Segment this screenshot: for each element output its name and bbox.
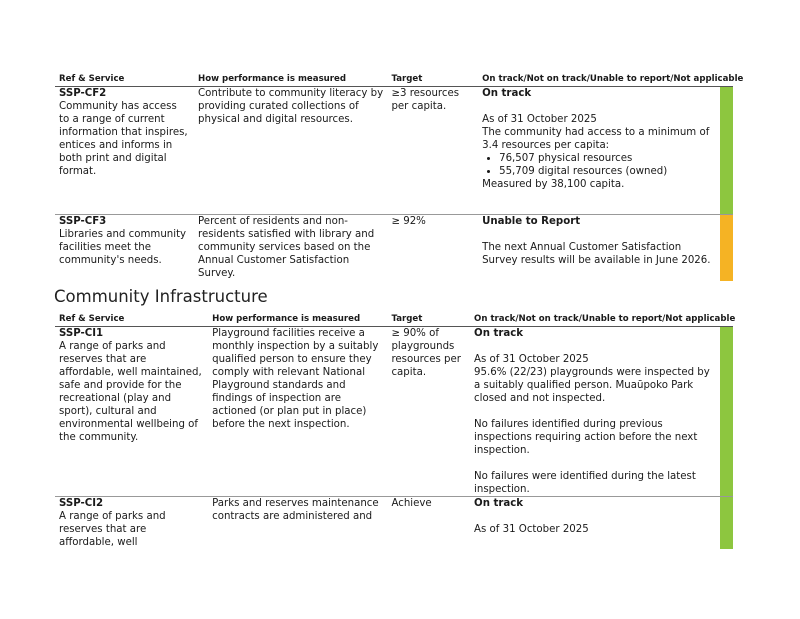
header-measure: How performance is measured: [208, 313, 387, 327]
status-cell: [470, 327, 720, 497]
section-title: Community Infrastructure: [54, 287, 268, 306]
header-ref: Ref & Service: [55, 313, 208, 327]
status-cell: [478, 87, 720, 215]
detail-text: The community had access to a minimum of 3.4 resources per capita:: [482, 127, 710, 151]
target-cell: ≥3 resources per capita.: [391, 88, 460, 112]
performance-table-community-facilities: [55, 73, 744, 281]
table-row: [55, 497, 733, 550]
table-header-row: [55, 313, 733, 327]
header-target: Target: [387, 313, 470, 327]
measure-cell: Percent of residents and non-residents satisfied with library and community services based on the Annual Customer Satisfaction Survey.: [194, 215, 387, 281]
table-header-row: [55, 73, 733, 87]
detail-date: As of 31 October 2025: [474, 354, 589, 365]
ref-cell: [55, 215, 194, 281]
status-label: Unable to Report: [482, 216, 581, 227]
status-label: On track: [482, 88, 532, 99]
header-status: On track/Not on track/Unable to report/Not applicable: [470, 313, 733, 327]
target-cell: ≥ 92%: [387, 215, 478, 281]
status-label: On track: [474, 328, 524, 339]
ref-code: SSP-CI1: [59, 328, 104, 339]
detail-date: As of 31 October 2025: [482, 114, 597, 125]
detail-text-2: No failures identified during previous inspections requiring action before the next inspection.: [474, 419, 698, 456]
status-cell: [478, 215, 720, 281]
status-color-bar: [720, 327, 733, 497]
status-cell: [470, 497, 720, 550]
status-label: On track: [474, 498, 524, 509]
header-target: Target: [387, 73, 478, 87]
status-color-bar: [720, 497, 733, 550]
status-color-bar: [720, 215, 733, 281]
ref-cell: [55, 87, 194, 215]
service-text: Libraries and community facilities meet the community's needs.: [59, 229, 187, 266]
header-measure: How performance is measured: [194, 73, 387, 87]
header-ref: Ref & Service: [55, 73, 194, 87]
ref-code: SSP-CF2: [59, 88, 107, 99]
measure-cell: Playground facilities receive a monthly inspection by a suitably qualified person to ensure they comply with relevant National Playground standards and findings of inspection are actioned (or plan put in place) before the next inspection.: [212, 328, 379, 430]
service-text: A range of parks and reserves that are affordable, well: [59, 511, 166, 548]
status-color-bar: [720, 87, 733, 215]
table-row: [55, 215, 733, 281]
measure-cell: Contribute to community literacy by providing curated collections of physical and digital resources.: [198, 88, 384, 125]
performance-table-community-infrastructure: [55, 313, 736, 549]
target-cell: ≥ 90% of playgrounds resources per capita.: [391, 328, 461, 378]
service-text: Community has access to a range of current information that inspires, entices and informs in both print and digital format.: [59, 101, 188, 177]
detail-text-3: No failures were identified during the latest inspection.: [474, 471, 696, 495]
header-status: On track/Not on track/Unable to report/Not applicable: [478, 73, 733, 87]
list-item: • 55,709 digital resources (owned): [499, 165, 716, 178]
detail-bullet-list: [482, 152, 716, 178]
service-text: A range of parks and reserves that are affordable, well maintained, safe and provide for the recreational (play and sport), cultural and environmental wellbeing of the community.: [59, 341, 202, 443]
measure-cell: Parks and reserves maintenance contracts are administered and: [208, 497, 387, 550]
detail-footer: Measured by 38,100 capita.: [482, 179, 625, 190]
detail-text: The next Annual Customer Satisfaction Survey results will be available in June 2026.: [482, 242, 711, 266]
list-item: • 76,507 physical resources: [499, 152, 716, 165]
ref-code: SSP-CI2: [59, 498, 104, 509]
target-cell: Achieve: [387, 497, 470, 550]
detail-date: As of 31 October 2025: [474, 524, 589, 535]
table-row: [55, 327, 733, 497]
ref-code: SSP-CF3: [59, 216, 107, 227]
ref-cell: [55, 327, 208, 497]
detail-text: 95.6% (22/23) playgrounds were inspected by a suitably qualified person. Muaūpoko Park closed and not inspected.: [474, 367, 710, 404]
ref-cell: [55, 497, 208, 550]
table-row: [55, 87, 733, 215]
